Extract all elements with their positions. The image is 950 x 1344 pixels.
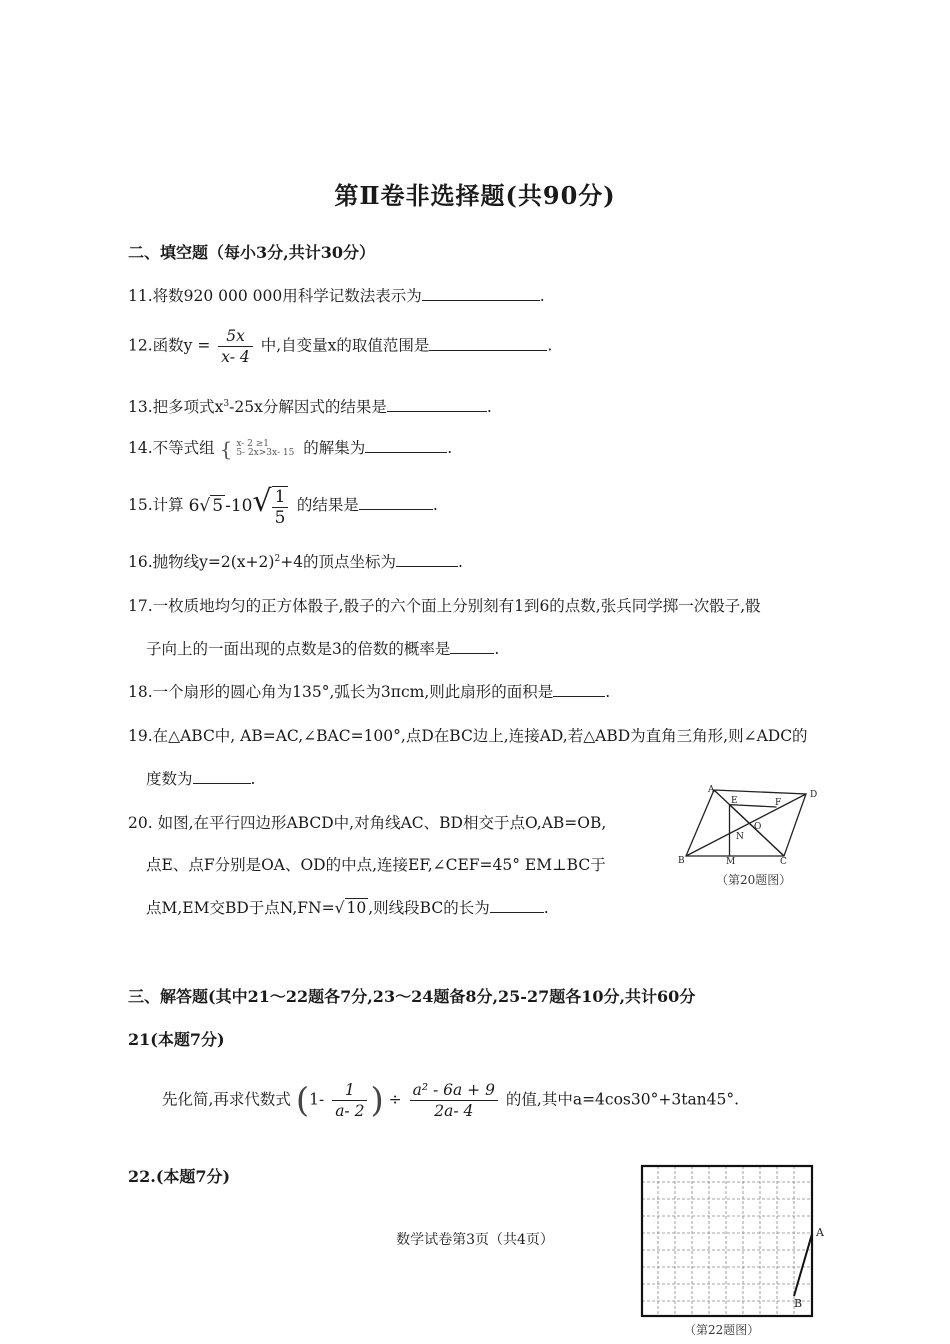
- q20-end: .: [543, 899, 549, 917]
- q17-line2-wrap: [146, 637, 499, 659]
- q21-inner-one: 1-: [309, 1090, 325, 1109]
- q18-text: 18.一个扇形的圆心角为135°,弧长为3πcm,则此扇形的面积是: [128, 683, 554, 701]
- q12-denominator: x- 4: [221, 348, 250, 366]
- q21-inner-den: a- 2: [335, 1102, 365, 1120]
- q15-sqrt-icon: √: [199, 496, 211, 516]
- q21-end: .: [734, 1090, 740, 1109]
- label-o: O: [754, 822, 762, 832]
- q22-heading: 22.(本题7分): [128, 1167, 231, 1186]
- question-21: [162, 1080, 739, 1121]
- q14-brace-icon: {: [219, 437, 233, 461]
- q11-answer-blank[interactable]: [422, 286, 540, 301]
- q13-prefix: 13.把多项式x: [128, 398, 224, 416]
- q15-fnum: 1: [272, 487, 289, 508]
- label-d: D: [810, 790, 818, 800]
- q11-end: .: [539, 287, 545, 305]
- section3-heading: 三、解答题(其中21～22题各7分,23～24题备8分,25-27题各10分,共计60分: [128, 987, 696, 1006]
- q21-suffix: 的值,其中a=4cos30°+3tan45°: [505, 1090, 735, 1109]
- q13-end: .: [486, 398, 492, 416]
- q14-suffix: 的解集为: [303, 439, 366, 457]
- question-16: [128, 550, 463, 572]
- q17-answer-blank[interactable]: [450, 639, 494, 654]
- q20-radicand: 10: [346, 899, 367, 917]
- q18-answer-blank[interactable]: [553, 682, 605, 697]
- q21-heading: 21(本题7分): [128, 1030, 225, 1049]
- label-c: C: [780, 857, 787, 867]
- q22-figure: [636, 1160, 832, 1344]
- q17-end: .: [494, 640, 500, 658]
- q16-end: .: [458, 553, 463, 571]
- q16-answer-blank[interactable]: [396, 552, 458, 567]
- question-14: [128, 436, 452, 461]
- question-13: [128, 395, 492, 417]
- question-11: [128, 284, 545, 306]
- q15-radicand: 5: [212, 496, 224, 516]
- q12-end: .: [547, 336, 553, 355]
- q21-prefix: 先化简,再求代数式: [162, 1090, 291, 1109]
- q12-suffix: 中,自变量x的取值范围是: [260, 336, 430, 355]
- q16-prefix: 16.抛物线y=2(x+2): [128, 553, 275, 571]
- q15-sqrt2-icon: √: [252, 484, 272, 519]
- q22-label-a: A: [816, 1226, 824, 1239]
- q15-end: .: [432, 495, 438, 514]
- q15-suffix: 的结果是: [296, 495, 359, 514]
- q17-line2: 子向上的一面出现的点数是3的倍数的概率是: [146, 640, 451, 658]
- q20-line1: 20. 如图,在平行四边形ABCD中,对角线AC、BD相交于点O,AB=OB,: [128, 814, 607, 832]
- label-f: F: [775, 798, 782, 808]
- q20-figure: [674, 784, 824, 890]
- section2-heading: 二、填空题（每小3分,共计30分）: [128, 243, 375, 262]
- q14-prefix: 14.不等式组: [128, 439, 215, 457]
- q15-coef: 6: [188, 496, 200, 516]
- q19-end: .: [250, 770, 256, 788]
- label-n: N: [736, 832, 744, 842]
- q11-text: 11.将数920 000 000用科学记数法表示为: [128, 287, 422, 305]
- label-a: A: [708, 785, 715, 795]
- q20-line3b: ,则线段BC的长为: [368, 899, 490, 917]
- q15-fraction: [272, 486, 289, 528]
- q20-line2: 点E、点F分别是OA、OD的中点,连接EF,∠CEF=45° EM⊥BC于: [146, 856, 606, 874]
- q19-line1: 19.在△ABC中, AB=AC,∠BAC=100°,点D在BC边上,连接AD,若△ABD为直角三角形,则∠ADC的: [128, 727, 808, 745]
- q21-inner-num: 1: [332, 1080, 367, 1101]
- q21-den: 2a- 4: [434, 1102, 474, 1120]
- q19-line2-wrap: [146, 767, 255, 789]
- q20-answer-blank[interactable]: [490, 898, 544, 913]
- question-15: [128, 484, 438, 528]
- question-18: [128, 680, 610, 702]
- q21-inner-fraction: [332, 1080, 367, 1121]
- page-title: 第Ⅱ卷非选择题(共90分): [334, 181, 616, 210]
- q14-system: [236, 440, 294, 458]
- page-footer: 数学试卷第3页（共4页）: [396, 1232, 554, 1248]
- q22-fig-caption: （第22题图）: [684, 1323, 760, 1337]
- q15-expression: [188, 484, 297, 528]
- q21-num: a² - 6a + 9: [410, 1080, 498, 1101]
- q15-fden: 5: [274, 507, 286, 528]
- q13-suffix: -25x分解因式的结果是: [229, 398, 387, 416]
- label-m: M: [726, 857, 736, 867]
- q17-line1: 17.一枚质地均匀的正方体骰子,骰子的六个面上分别刻有1到6的点数,张兵同学掷一次骰子,骰: [128, 597, 761, 615]
- q20-fig-caption: （第20题图）: [716, 873, 792, 887]
- q18-end: .: [605, 683, 611, 701]
- q16-exponent: 2: [274, 553, 281, 564]
- q12-prefix: 12.函数y =: [128, 336, 211, 355]
- q21-div: ÷: [388, 1090, 402, 1109]
- diagonal-bd: [686, 794, 806, 856]
- label-b: B: [678, 856, 685, 866]
- q16-suffix: +4的顶点坐标为: [280, 553, 397, 571]
- question-12: [128, 326, 552, 367]
- q20-line3a: 点M,EM交BD于点N,FN=: [146, 899, 335, 917]
- q21-right-paren-icon: ): [370, 1080, 384, 1121]
- q14-line1: x- 2 ≥1: [236, 439, 270, 449]
- q19-line2: 度数为: [146, 770, 193, 788]
- q15-prefix: 15.计算: [128, 495, 184, 514]
- q15-answer-blank[interactable]: [359, 495, 433, 510]
- q21-fraction: [410, 1080, 498, 1121]
- q20-line3-wrap: [146, 896, 549, 918]
- q15-minus: -10: [225, 496, 253, 516]
- label-e: E: [731, 796, 738, 806]
- q14-end: .: [447, 439, 453, 457]
- q14-line2: 5- 2x>3x- 15: [236, 448, 295, 458]
- q19-answer-blank[interactable]: [193, 769, 251, 784]
- q14-answer-blank[interactable]: [365, 438, 447, 453]
- q20-sqrt-icon: √: [334, 899, 345, 917]
- q12-fraction: [218, 326, 253, 367]
- q13-exponent: 3: [223, 398, 230, 409]
- q21-left-paren-icon: (: [295, 1080, 310, 1121]
- q13-answer-blank[interactable]: [387, 397, 487, 412]
- q12-answer-blank[interactable]: [429, 336, 547, 351]
- q12-numerator: 5x: [218, 326, 253, 347]
- q22-label-b: B: [794, 1297, 803, 1310]
